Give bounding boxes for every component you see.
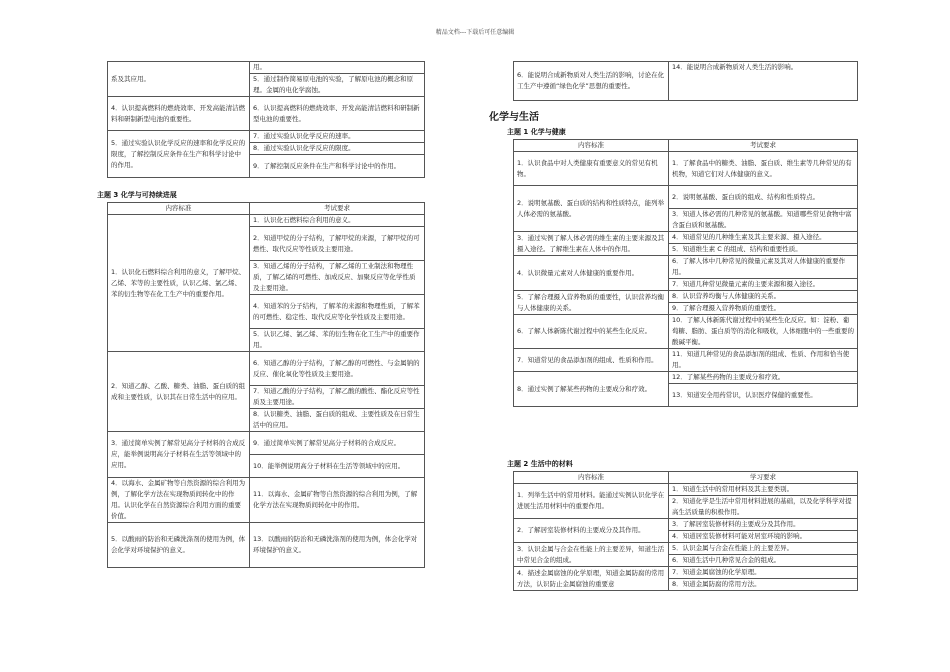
table-row xyxy=(108,131,425,143)
theme3-title: 主题 3 化学与可持续进展 xyxy=(97,191,177,199)
requirement-cell: 2．知道甲烷的分子结构，了解甲烷的来源，了解甲烷的可燃性、取代反应等性质及主要用途。 xyxy=(250,227,425,261)
table-row xyxy=(514,152,858,186)
content-standard-cell: 2．知道乙醇、乙酸、糖类、油脂、蛋白质的组成和主要性质，认识其在日常生活中的应用。 xyxy=(108,352,250,432)
requirement-cell: 13．知道安全用药常识，认识医疗保健的重要性。 xyxy=(669,384,858,407)
content-standard-cell: 4．描述金属腐蚀的化学原理，知道金属防腐的常用方法，认识防止金属腐蚀的重要意 xyxy=(514,567,669,591)
content-standard-cell: 5．了解合理摄入营养物质的重要性，认识营养均衡与人体健康的关系。 xyxy=(514,291,669,315)
requirement-cell: 9．通过简单实例了解常见高分子材料的合成反应。 xyxy=(250,432,425,455)
requirement-cell: 7．通过实验认识化学反应的速率。 xyxy=(250,131,425,143)
content-standard-cell: 4．认识提高燃料的燃烧效率、开发高能清洁燃料和研制新型电池的重要性。 xyxy=(108,97,250,131)
theme3-table xyxy=(107,202,425,568)
requirement-cell: 6．了解人体中几种常见的微量元素及其对人体健康的重要作用。 xyxy=(669,256,858,279)
content-standard-cell: 5．通过实验认识化学反应的速率和化学反应的限度，了解控制反应条件在生产和科学讨论中的作用。 xyxy=(108,131,250,178)
content-standard-cell: 5．以酸雨的防治和无磷洗涤剂的使用为例，体会化学对环境保护的意义。 xyxy=(108,523,250,568)
requirement-cell: 6．知道生活中几种常见合金的组成。 xyxy=(669,555,858,567)
requirement-cell: 13．以酸雨的防治和无磷洗涤剂的使用为例，体会化学对环境保护的意义。 xyxy=(250,523,425,568)
requirement-cell: 9．了解控制反应条件在生产和科学讨论中的作用。 xyxy=(250,155,425,178)
table-row xyxy=(108,523,425,568)
life2-table xyxy=(513,471,858,591)
requirement-cell: 7．知道几种常见微量元素的主要来源和摄入途径。 xyxy=(669,279,858,291)
content-standard-cell: 1．列举生活中的常用材料。能通过实例认识化学在进展生活用材料中的重要作用。 xyxy=(514,484,669,519)
life2-title: 主题 2 生活中的材料 xyxy=(507,460,573,468)
requirement-cell: 2．知道化学是生活中常用材料进展的基础，以及化学科学对提高生活质量的积极作用。 xyxy=(669,496,858,519)
table-row xyxy=(514,519,858,531)
table-row xyxy=(108,215,425,227)
requirement-cell: 3．知道人体必需的几种常见的氨基酸。知道哪些常见食物中富含蛋白质和氨基酸。 xyxy=(669,209,858,232)
requirement-cell: 4．知道居室装修材料可能对居室环境的影响。 xyxy=(669,531,858,543)
requirement-cell: 用。 xyxy=(250,62,425,74)
table-row xyxy=(514,291,858,303)
content-standard-cell: 1．认识食品中对人类健康有重要意义的常见有机物。 xyxy=(514,152,669,186)
column-header: 学习要求 xyxy=(669,472,858,484)
requirement-cell: 5．知道维生素 C 的组成、结构和重要性质。 xyxy=(669,244,858,256)
requirement-cell: 3．知道乙烯的分子结构，了解乙烯的工业制法和物理性质，了解乙烯的可燃性、加成反应、加聚反应等化学性质及主要用途。 xyxy=(250,261,425,295)
table-row xyxy=(514,232,858,244)
table-cell: 14．能说明合成新物质对人类生活的影响。 xyxy=(669,62,858,101)
requirement-cell: 11．知道几种常见的食品添加剂的组成、性质、作用和恰当使用。 xyxy=(669,349,858,372)
requirement-cell: 6．知道乙醇的分子结构，了解乙醇的可燃性、与金属钠的反应、催化氧化等性质及主要用途。 xyxy=(250,352,425,386)
requirement-cell: 12．了解某些药物的主要成分和疗效。 xyxy=(669,372,858,384)
table-row xyxy=(108,62,425,74)
table-row xyxy=(514,186,858,209)
requirement-cell: 8．知道金属防腐的常用方法。 xyxy=(669,579,858,591)
content-standard-cell: 6．了解人体新陈代谢过程中的某些生化反应。 xyxy=(514,315,669,349)
content-standard-cell: 3．通过实例了解人体必需的维生素的主要来源及其摄入途径。了解维生素在人体中的作用。 xyxy=(514,232,669,256)
content-standard-cell: 4．以海水、金属矿物等自然资源的综合利用为例，了解化学方法在实现物质间转化中的作用。认识化学在自然资源综合利用方面的重要价值。 xyxy=(108,478,250,523)
requirement-cell: 2．说明氨基酸、蛋白质的组成、结构和性质特点。 xyxy=(669,186,858,209)
content-standard-cell: 1．认识化石燃料综合利用的意义，了解甲烷、乙烯、苯等的主要性质，认识乙烯、氯乙烯、苯的衍生物等在化工生产中的重要作用。 xyxy=(108,215,250,352)
column-header: 考试要求 xyxy=(250,203,425,215)
content-standard-cell: 2．了解居室装修材料的主要成分及其作用。 xyxy=(514,519,669,543)
table-row xyxy=(514,315,858,349)
page-header: 精品文档---下载后可任意编辑 xyxy=(435,29,515,36)
column-header: 内容标准 xyxy=(108,203,250,215)
requirement-cell: 5．通过制作简易原电池的实验，了解原电池的概念和原理。金属的电化学腐蚀。 xyxy=(250,74,425,97)
requirement-cell: 10．能举例说明高分子材料在生活等领域中的应用。 xyxy=(250,455,425,478)
requirement-cell: 3．了解居室装修材料的主要成分及其作用。 xyxy=(669,519,858,531)
table-cell: 6．能说明合成新物质对人类生活的影响，讨论在化工生产中遵循“绿色化学”思想的重要性。 xyxy=(514,62,669,101)
requirement-cell: 7．知道金属腐蚀的化学原理。 xyxy=(669,567,858,579)
content-standard-cell: 4．认识微量元素对人体健康的重要作用。 xyxy=(514,256,669,291)
requirement-cell: 1．认识化石燃料综合利用的意义。 xyxy=(250,215,425,227)
requirement-cell: 11．以海水、金属矿物等自然资源的综合利用为例，了解化学方法在实现物质间转化中的作用。 xyxy=(250,478,425,523)
requirement-cell: 7．知道乙酸的分子结构，了解乙酸的酸性、酯化反应等性质及主要用途。 xyxy=(250,386,425,409)
content-standard-cell: 8．通过实例了解某些药物的主要成分和疗效。 xyxy=(514,372,669,407)
table-row xyxy=(514,567,858,579)
table-row xyxy=(514,256,858,279)
life1-table xyxy=(513,139,858,407)
requirement-cell: 6．认识提高燃料的燃烧效率、开发高能清洁燃料和研制新型电池的重要性。 xyxy=(250,97,425,131)
table-row xyxy=(108,352,425,386)
requirement-cell: 4．知道常见的几种维生素及其主要来源、摄入途径。 xyxy=(669,232,858,244)
column-header: 考试要求 xyxy=(669,140,858,152)
table-row xyxy=(514,372,858,384)
requirement-cell: 9．了解合理摄入营养物质的重要性。 xyxy=(669,303,858,315)
table-row xyxy=(108,97,425,131)
column-header: 内容标准 xyxy=(514,140,669,152)
content-standard-cell: 7．知道常见的食品添加剂的组成、性质和作用。 xyxy=(514,349,669,372)
requirement-cell: 5．认识金属与合金在性能上的主要差异。 xyxy=(669,543,858,555)
requirement-cell: 10．了解人体新陈代谢过程中的某些生化反应。如：淀粉、葡萄糖、脂肪、蛋白质等的消化和吸收，人体细胞中的一些重要的酸碱平衡。 xyxy=(669,315,858,349)
content-standard-cell: 2．说明氨基酸、蛋白质的结构和性质特点，能列举人体必需的氨基酸。 xyxy=(514,186,669,232)
requirement-cell: 5．认识乙烯、氯乙烯、苯的衍生物在化工生产中的重要作用。 xyxy=(250,329,425,352)
left-top-table xyxy=(107,61,425,178)
requirement-cell: 4．知道苯的分子结构，了解苯的来源和物理性质，了解苯的可燃性、稳定性、取代反应等化学性质及主要用途。 xyxy=(250,295,425,329)
content-standard-cell: 3．认识金属与合金在性能上的主要差异，知道生活中常见合金的组成。 xyxy=(514,543,669,567)
content-standard-cell: 3．通过简单实例了解常见高分子材料的合成反应，能举例说明高分子材料在生活等领域中的应用。 xyxy=(108,432,250,478)
life1-title: 主题 1 化学与健康 xyxy=(507,128,566,136)
right-top-table xyxy=(513,61,858,101)
table-row xyxy=(514,484,858,496)
table-row xyxy=(514,543,858,555)
column-header: 内容标准 xyxy=(514,472,669,484)
requirement-cell: 1．了解食品中的糖类、油脂、蛋白质、维生素等几种常见的有机物，知道它们对人体健康的意义。 xyxy=(669,152,858,186)
table-row xyxy=(108,478,425,523)
section-title: 化学与生活 xyxy=(489,112,539,123)
requirement-cell: 8．通过实验认识化学反应的限度。 xyxy=(250,143,425,155)
table-row xyxy=(514,349,858,372)
table-row xyxy=(108,432,425,455)
requirement-cell: 1．知道生活中的常用材料及其主要类别。 xyxy=(669,484,858,496)
requirement-cell: 8．认识糖类、油脂、蛋白质的组成、主要性质及在日常生活中的应用。 xyxy=(250,409,425,432)
content-standard-cell: 系及其应用。 xyxy=(108,62,250,97)
requirement-cell: 8．认识营养均衡与人体健康的关系。 xyxy=(669,291,858,303)
